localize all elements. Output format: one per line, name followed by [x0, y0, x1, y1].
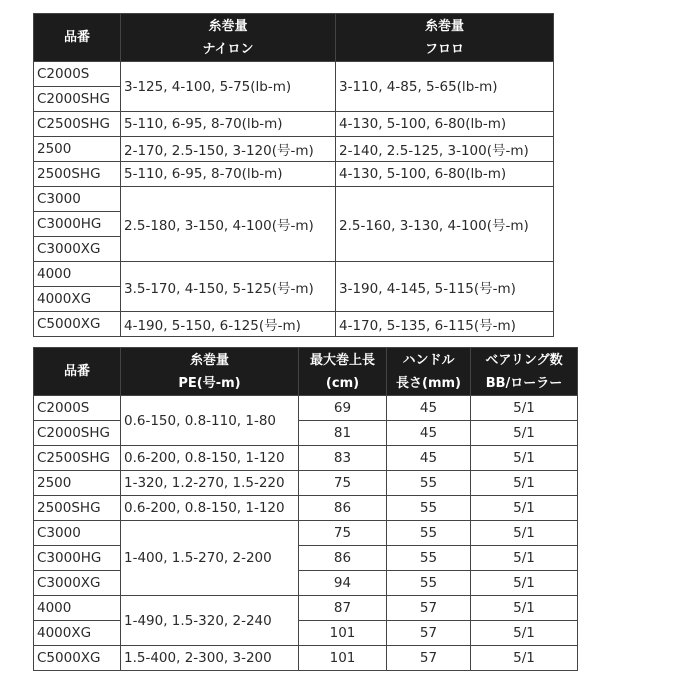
header-handle-line1: ハンドル [402, 352, 455, 368]
model-cell: C2000SHG [34, 87, 121, 112]
line-capacity-table [33, 13, 554, 337]
model-cell: 2500SHG [34, 496, 121, 521]
bearing-cell: 5/1 [471, 421, 578, 446]
retrieve-cell: 83 [299, 446, 387, 471]
handle-cell: 55 [387, 521, 471, 546]
bearing-cell: 5/1 [471, 446, 578, 471]
model-cell: C2000SHG [34, 421, 121, 446]
retrieve-cell: 94 [299, 571, 387, 596]
header-retrieve-line1: 最大巻上長 [309, 352, 375, 368]
pe-cell: 0.6-200, 0.8-150, 1-120 [121, 496, 299, 521]
header-retrieve [299, 348, 387, 396]
bearing-cell: 5/1 [471, 521, 578, 546]
header-retrieve-line2: (cm) [325, 375, 360, 391]
nylon-cell: 5-110, 6-95, 8-70(lb-m) [121, 162, 336, 187]
bearing-cell: 5/1 [471, 496, 578, 521]
fluoro-cell: 2-140, 2.5-125, 3-100(号-m) [336, 137, 554, 162]
handle-cell: 55 [387, 496, 471, 521]
table-row [34, 496, 578, 521]
fluoro-cell: 3-110, 4-85, 5-65(lb-m) [336, 62, 554, 112]
bearing-cell: 5/1 [471, 471, 578, 496]
pe-cell: 1-320, 1.2-270, 1.5-220 [121, 471, 299, 496]
header-nylon-line2: ナイロン [202, 41, 254, 57]
retrieve-cell: 75 [299, 521, 387, 546]
nylon-cell: 5-110, 6-95, 8-70(lb-m) [121, 112, 336, 137]
header-bearing [471, 348, 578, 396]
table-row [34, 262, 554, 287]
header-pe [121, 348, 299, 396]
table-row [34, 112, 554, 137]
model-cell: C2500SHG [34, 112, 121, 137]
header-row [34, 14, 554, 62]
model-cell: 4000XG [34, 287, 121, 312]
nylon-cell: 2.5-180, 3-150, 4-100(号-m) [121, 187, 336, 262]
handle-cell: 45 [387, 396, 471, 421]
handle-cell: 45 [387, 446, 471, 471]
header-fluoro [336, 14, 554, 62]
handle-cell: 55 [387, 546, 471, 571]
model-cell: C3000HG [34, 212, 121, 237]
model-cell: 2500 [34, 137, 121, 162]
retrieve-cell: 69 [299, 396, 387, 421]
pe-cell: 1-400, 1.5-270, 2-200 [121, 521, 299, 596]
nylon-cell: 3.5-170, 4-150, 5-125(号-m) [121, 262, 336, 312]
bearing-cell: 5/1 [471, 396, 578, 421]
model-cell: C5000XG [34, 312, 121, 337]
header-pe-line1: 糸巻量 [189, 352, 229, 368]
retrieve-cell: 86 [299, 496, 387, 521]
table-row [34, 521, 578, 546]
model-cell: 4000 [34, 596, 121, 621]
model-cell: 4000 [34, 262, 121, 287]
retrieve-cell: 101 [299, 646, 387, 671]
fluoro-cell: 4-130, 5-100, 6-80(lb-m) [336, 162, 554, 187]
nylon-cell: 3-125, 4-100, 5-75(lb-m) [121, 62, 336, 112]
model-cell: 2500SHG [34, 162, 121, 187]
table-row [34, 571, 578, 596]
table-row [34, 596, 578, 621]
header-handle [387, 348, 471, 396]
header-bearing-line2: BB/ローラー [485, 375, 563, 391]
table-row [34, 546, 578, 571]
header-row [34, 348, 578, 396]
retrieve-cell: 75 [299, 471, 387, 496]
model-cell: 2500 [34, 471, 121, 496]
handle-cell: 55 [387, 471, 471, 496]
spec-table [33, 347, 578, 671]
bearing-cell: 5/1 [471, 646, 578, 671]
table-row [34, 621, 578, 646]
model-cell: C2500SHG [34, 446, 121, 471]
bearing-cell: 5/1 [471, 596, 578, 621]
model-cell: C3000HG [34, 546, 121, 571]
handle-cell: 57 [387, 596, 471, 621]
retrieve-cell: 81 [299, 421, 387, 446]
retrieve-cell: 86 [299, 546, 387, 571]
header-fluoro-line2: フロロ [424, 41, 464, 57]
retrieve-cell: 87 [299, 596, 387, 621]
header-nylon [121, 14, 336, 62]
table-row [34, 137, 554, 162]
header-nylon-line1: 糸巻量 [208, 18, 248, 34]
model-cell: 4000XG [34, 621, 121, 646]
model-cell: C3000 [34, 187, 121, 212]
model-cell: C2000S [34, 396, 121, 421]
model-cell: C3000XG [34, 571, 121, 596]
nylon-cell: 2-170, 2.5-150, 3-120(号-m) [121, 137, 336, 162]
bearing-cell: 5/1 [471, 571, 578, 596]
table-row [34, 162, 554, 187]
table-row [34, 446, 578, 471]
retrieve-cell: 101 [299, 621, 387, 646]
nylon-cell: 4-190, 5-150, 6-125(号-m) [121, 312, 336, 337]
pe-cell: 0.6-150, 0.8-110, 1-80 [121, 396, 299, 446]
header-model: 品番 [34, 348, 121, 396]
model-cell: C3000XG [34, 237, 121, 262]
header-fluoro-line1: 糸巻量 [424, 18, 464, 34]
handle-cell: 45 [387, 421, 471, 446]
fluoro-cell: 4-170, 5-135, 6-115(号-m) [336, 312, 554, 337]
pe-cell: 1-490, 1.5-320, 2-240 [121, 596, 299, 646]
pe-cell: 1.5-400, 2-300, 3-200 [121, 646, 299, 671]
pe-cell: 0.6-200, 0.8-150, 1-120 [121, 446, 299, 471]
table-row [34, 471, 578, 496]
table-row [34, 646, 578, 671]
handle-cell: 57 [387, 621, 471, 646]
table-row [34, 421, 578, 446]
header-model: 品番 [34, 14, 121, 62]
model-cell: C5000XG [34, 646, 121, 671]
model-cell: C3000 [34, 521, 121, 546]
handle-cell: 55 [387, 571, 471, 596]
fluoro-cell: 3-190, 4-145, 5-115(号-m) [336, 262, 554, 312]
table-row [34, 396, 578, 421]
header-pe-line2: PE(号-m) [178, 375, 241, 391]
bearing-cell: 5/1 [471, 546, 578, 571]
header-handle-line2: 長さ(mm) [396, 375, 461, 391]
bearing-cell: 5/1 [471, 621, 578, 646]
handle-cell: 57 [387, 646, 471, 671]
model-cell: C2000S [34, 62, 121, 87]
fluoro-cell: 2.5-160, 3-130, 4-100(号-m) [336, 187, 554, 262]
table-row [34, 187, 554, 212]
table-row [34, 62, 554, 87]
fluoro-cell: 4-130, 5-100, 6-80(lb-m) [336, 112, 554, 137]
header-bearing-line1: ベアリング数 [485, 352, 563, 368]
table-row [34, 312, 554, 337]
